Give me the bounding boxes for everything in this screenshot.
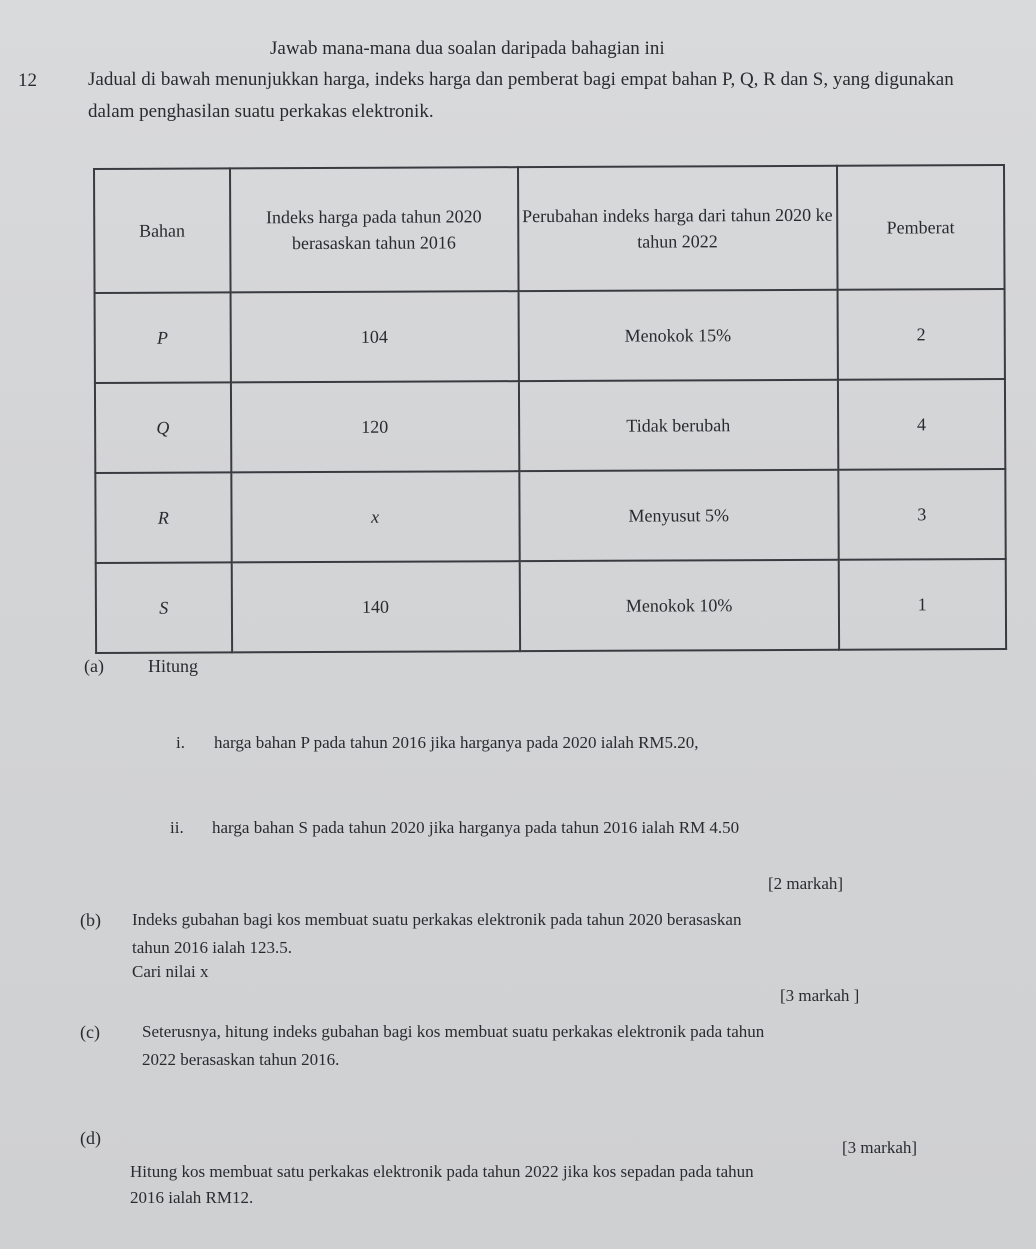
cell-indeks: 104 <box>230 291 518 382</box>
table-row <box>95 379 1005 473</box>
question-number: 12 <box>18 70 37 91</box>
part-a-i-text: harga bahan P pada tahun 2016 jika harganya pada 2020 ialah RM5.20, <box>214 733 699 752</box>
cell-perubahan: Menyusut 5% <box>519 470 838 561</box>
cell-perubahan: Tidak berubah <box>519 380 838 471</box>
cell-indeks: 120 <box>230 381 518 472</box>
cell-perubahan: Menokok 15% <box>518 290 837 381</box>
part-b-text-1: Indeks gubahan bagi kos membuat suatu perkakas elektronik pada tahun 2020 berasaskan <box>132 910 742 929</box>
part-d-label: (d) <box>80 1128 101 1148</box>
cell-pemberat: 3 <box>838 469 1006 560</box>
table-row <box>95 289 1005 383</box>
question-text: Jadual di bawah menunjukkan harga, indeks harga dan pemberat bagi empat bahan P, Q, R dan S, yang digunakan dalam penghasilan suatu perkakas elektronik. <box>88 69 954 122</box>
part-c-label: (c) <box>80 1022 100 1042</box>
part-b-label: (b) <box>80 910 101 930</box>
table-header-row <box>94 165 1005 293</box>
part-a-i-label: i. <box>176 733 185 752</box>
table-row <box>95 469 1005 563</box>
cell-bahan: S <box>96 562 232 653</box>
part-d-text-2: 2016 ialah RM12. <box>130 1188 254 1207</box>
cell-indeks: x <box>231 471 519 562</box>
cell-perubahan: Menokok 10% <box>519 560 838 651</box>
cell-pemberat: 4 <box>838 379 1006 470</box>
header-pemberat: Pemberat <box>837 165 1005 290</box>
cell-pemberat: 2 <box>837 289 1005 380</box>
part-b-text-3: Cari nilai x <box>132 962 209 981</box>
header-perubahan: Perubahan indeks harga dari tahun 2020 ke tahun 2022 <box>518 166 838 291</box>
part-a-marks: [2 markah] <box>768 874 844 893</box>
part-d-text-1: Hitung kos membuat satu perkakas elektronik pada tahun 2022 jika kos sepadan pada tahun <box>130 1162 754 1181</box>
cell-bahan: P <box>95 292 231 383</box>
part-b-marks: [3 markah ] <box>780 986 860 1005</box>
cell-bahan: Q <box>95 382 231 473</box>
part-a-label: (a) <box>84 656 104 676</box>
cell-bahan: R <box>95 472 231 563</box>
part-a-ii-text: harga bahan S pada tahun 2020 jika harganya pada tahun 2016 ialah RM 4.50 <box>212 818 740 837</box>
part-b-text-2: tahun 2016 ialah 123.5. <box>132 938 293 957</box>
section-instruction: Jawab mana-mana dua soalan daripada bahagian ini <box>270 38 665 59</box>
header-indeks: Indeks harga pada tahun 2020 berasaskan tahun 2016 <box>230 167 519 292</box>
part-a-ii-label: ii. <box>170 818 184 837</box>
data-table <box>93 164 1007 654</box>
cell-pemberat: 1 <box>838 559 1006 650</box>
header-bahan: Bahan <box>94 168 230 293</box>
part-a-text: Hitung <box>148 656 199 676</box>
cell-indeks: 140 <box>231 561 519 652</box>
table-row <box>96 559 1006 653</box>
part-c-text-2: 2022 berasaskan tahun 2016. <box>142 1050 340 1069</box>
part-c-text-1: Seterusnya, hitung indeks gubahan bagi kos membuat suatu perkakas elektronik pada tahun <box>142 1022 765 1041</box>
part-d-marks: [3 markah] <box>842 1138 918 1157</box>
